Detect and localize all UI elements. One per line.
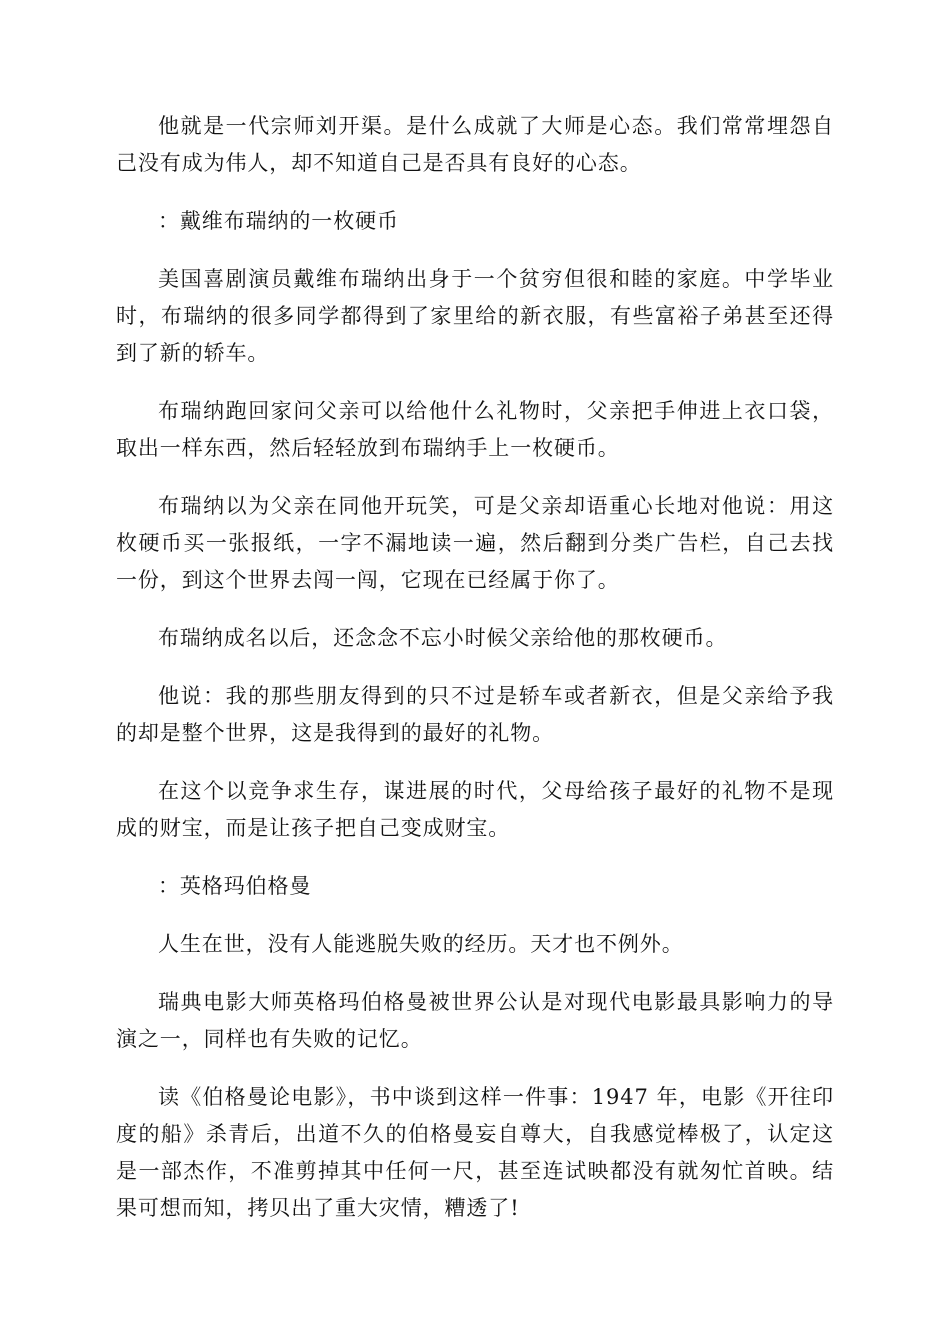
paragraph-liu-kaiqu: 他就是一代宗师刘开渠。是什么成就了大师是心态。我们常常埋怨自己没有成为伟人，却不知道自己是否具有良好的心态。 xyxy=(116,114,834,175)
section-heading-brenner: ：戴维布瑞纳的一枚硬币 xyxy=(158,209,399,233)
paragraph-bergman-intro: 瑞典电影大师英格玛伯格曼被世界公认是对现代电影最具影响力的导演之一，同样也有失败的记忆。 xyxy=(116,990,834,1051)
paragraph-bergman-story: 读《伯格曼论电影》，书中谈到这样一件事：1947 年，电影《开往印度的船》杀青后，出道不久的伯格曼妄自尊大，自我感觉棒极了，认定这是一部杰作，不准剪掉其中任何一尺，甚至连试映都没有就匆忙首映。结果可想而知，拷贝出了重大灾情，糟透了! xyxy=(116,1085,834,1220)
section-heading-bergman: ：英格玛伯格曼 xyxy=(158,874,312,898)
document-page xyxy=(116,108,834,1248)
paragraph-brenner-quote: 他说：我的那些朋友得到的只不过是轿车或者新衣，但是父亲给予我的却是整个世界，这是我得到的最好的礼物。 xyxy=(116,684,834,745)
paragraph-failure: 人生在世，没有人能逃脱失败的经历。天才也不例外。 xyxy=(158,932,684,956)
paragraph-parents-gift: 在这个以竞争求生存，谋进展的时代，父母给孩子最好的礼物不是现成的财宝，而是让孩子把自己变成财宝。 xyxy=(116,779,834,840)
paragraph-brenner-remembers: 布瑞纳成名以后，还念念不忘小时候父亲给他的那枚硬币。 xyxy=(158,626,728,650)
paragraph-father-advice: 布瑞纳以为父亲在同他开玩笑，可是父亲却语重心长地对他说：用这枚硬币买一张报纸，一字不漏地读一遍，然后翻到分类广告栏，自己去找一份，到这个世界去闯一闯，它现在已经属于你了。 xyxy=(116,494,834,592)
paragraph-brenner-background: 美国喜剧演员戴维布瑞纳出身于一个贫穷但很和睦的家庭。中学毕业时，布瑞纳的很多同学都得到了家里给的新衣服，有些富裕子弟甚至还得到了新的轿车。 xyxy=(116,267,834,365)
paragraph-brenner-gift: 布瑞纳跑回家问父亲可以给他什么礼物时，父亲把手伸进上衣口袋，取出一样东西，然后轻轻放到布瑞纳手上一枚硬币。 xyxy=(116,399,834,460)
